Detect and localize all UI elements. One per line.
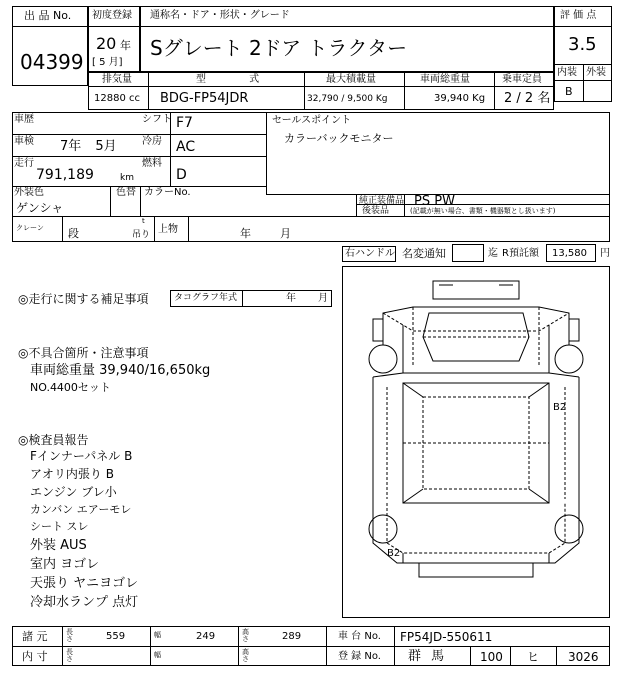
equipment-label: 純正装備品 (359, 196, 405, 206)
inspector-line: アオリ内張り B (30, 467, 114, 481)
truck-outline-diagram (343, 267, 609, 617)
length-label: 長さ (66, 628, 73, 643)
ac-label: 冷房 (142, 136, 162, 147)
recycle-amount: 13,580 (552, 248, 587, 259)
sales-point: カラーバックモニター (284, 132, 394, 145)
inspector-line: シート スレ (30, 520, 89, 533)
crane-month: 月 (280, 227, 291, 240)
recycle-label: R預託額 (502, 248, 539, 259)
equipment: PS PW (414, 194, 455, 209)
deadline-label: 迄 (488, 248, 498, 259)
tachograph-year: 年 (286, 293, 296, 304)
crane-year: 年 (240, 227, 251, 240)
length-label: 長さ (66, 648, 73, 663)
registration-region: 群 馬 (408, 649, 445, 664)
name-change-label: 名変通知 (402, 247, 446, 260)
first-reg-month: [ 5 月] (92, 57, 123, 68)
sales-point-label: セールスポイント (272, 115, 352, 126)
damage-mark-lower: B2 (387, 548, 401, 559)
color-no-label: カラーNo. (144, 187, 191, 198)
first-reg-label: 初度登録 (92, 10, 132, 21)
defect-line: 車両総重量 39,940/16,650kg (30, 363, 211, 378)
aftermarket-note: (記載が無い場合、書類・機器類とし扱います) (410, 207, 556, 215)
fuel-label: 燃料 (142, 158, 162, 169)
recycle-unit: 円 (600, 248, 610, 259)
registration-label: 登 録 No. (338, 651, 381, 662)
driving-remarks-title: ◎走行に関する補足事項 (18, 292, 149, 306)
color-change-label: 色替 (116, 187, 136, 198)
crane-label: クレーン (16, 224, 44, 232)
defects-title: ◎不具合箇所・注意事項 (18, 346, 149, 360)
vehicle-type: BDG-FP54JDR (160, 91, 249, 106)
overall-grade: 3.5 (568, 34, 597, 55)
exterior-grade-label: 外装 (586, 67, 606, 78)
registration-number: 3026 (568, 650, 599, 664)
defect-line: NO.4400セット (30, 381, 111, 394)
ac-value: AC (176, 139, 196, 155)
width-label: 幅 (154, 651, 161, 659)
shift-label: シフト (142, 114, 172, 125)
lot-number-label: 出 品 No. (24, 9, 72, 22)
inspector-line: 外装 AUS (30, 538, 87, 553)
interior-dims-label: 内 寸 (22, 650, 48, 663)
fuel-value: D (176, 167, 187, 183)
inspector-line: Fインナーパネル B (30, 449, 133, 463)
interior-grade: B (565, 85, 573, 98)
height-value: 289 (282, 631, 302, 642)
type-label: 型 式 (196, 74, 280, 85)
displacement: 12880 cc (94, 93, 140, 104)
chassis-number: FP54JD-550611 (400, 630, 493, 644)
capacity: 2 / 2 名 (504, 91, 551, 106)
specs-table (88, 72, 554, 110)
chassis-label: 車 台 No. (338, 631, 381, 642)
inspector-line: 室内 ヨゴレ (30, 557, 100, 572)
inspector-line: 天張り ヤニヨゴレ (30, 576, 139, 591)
crane-ton: t (142, 217, 145, 225)
displacement-label: 排気量 (102, 74, 132, 85)
capacity-label: 乗車定員 (502, 74, 542, 85)
crane-stage: 段 (68, 227, 79, 240)
damage-mark-upper: B2 (553, 402, 567, 413)
width-label: 幅 (154, 631, 161, 639)
ext-color: ゲンシャ (16, 201, 64, 215)
history-label: 車歴 (14, 114, 34, 125)
inspector-line: カンバン エアーモレ (30, 503, 132, 516)
mileage-value: 791,189 (36, 167, 94, 183)
gross-weight: 39,940 Kg (434, 93, 486, 104)
tachograph-label: タコグラフ年式 (174, 293, 238, 303)
dims-label: 諸 元 (22, 630, 48, 643)
mileage-unit: km (120, 173, 134, 183)
mileage-label: 走行 (14, 158, 34, 169)
height-label: 高さ (242, 628, 249, 643)
length-value: 559 (106, 631, 126, 642)
inspector-line: エンジン ブレ小 (30, 485, 117, 499)
gross-weight-label: 車両総重量 (420, 74, 470, 85)
tachograph-month: 月 (318, 293, 328, 304)
lot-number: 04399 (20, 50, 84, 74)
inspection-label: 車検 (14, 136, 34, 147)
max-load-label: 最大積載量 (326, 74, 376, 85)
right-hand-label: 右ハンドル (345, 248, 395, 259)
shift-value: F7 (176, 115, 193, 131)
interior-grade-label: 内装 (557, 67, 577, 78)
vehicle-diagram (342, 266, 610, 618)
inspector-line: 冷却水ランプ 点灯 (30, 595, 139, 610)
year-unit: 年 (120, 39, 131, 52)
aftermarket-label: 後装品 (362, 206, 390, 216)
width-value: 249 (196, 631, 216, 642)
crane-hang: 吊り (132, 230, 151, 240)
model-title: Sグレート 2ドア トラクター (150, 36, 408, 60)
max-load: 32,790 / 9,500 Kg (307, 94, 388, 104)
ext-color-label: 外装色 (14, 187, 44, 198)
name-change-box (452, 244, 484, 262)
registration-class: 100 (480, 650, 503, 664)
first-reg-year: 20 (96, 34, 117, 53)
grade-label: 評 価 点 (560, 10, 597, 21)
height-label: 高さ (242, 648, 249, 663)
inspection-value: 7年 5月 (60, 139, 117, 154)
registration-kana: ヒ (527, 650, 540, 664)
model-title-label: 通称名・ドア・形状・グレード (150, 10, 290, 21)
inspector-report-title: ◎検査員報告 (18, 433, 89, 447)
crane-top-label: 上物 (158, 224, 178, 235)
